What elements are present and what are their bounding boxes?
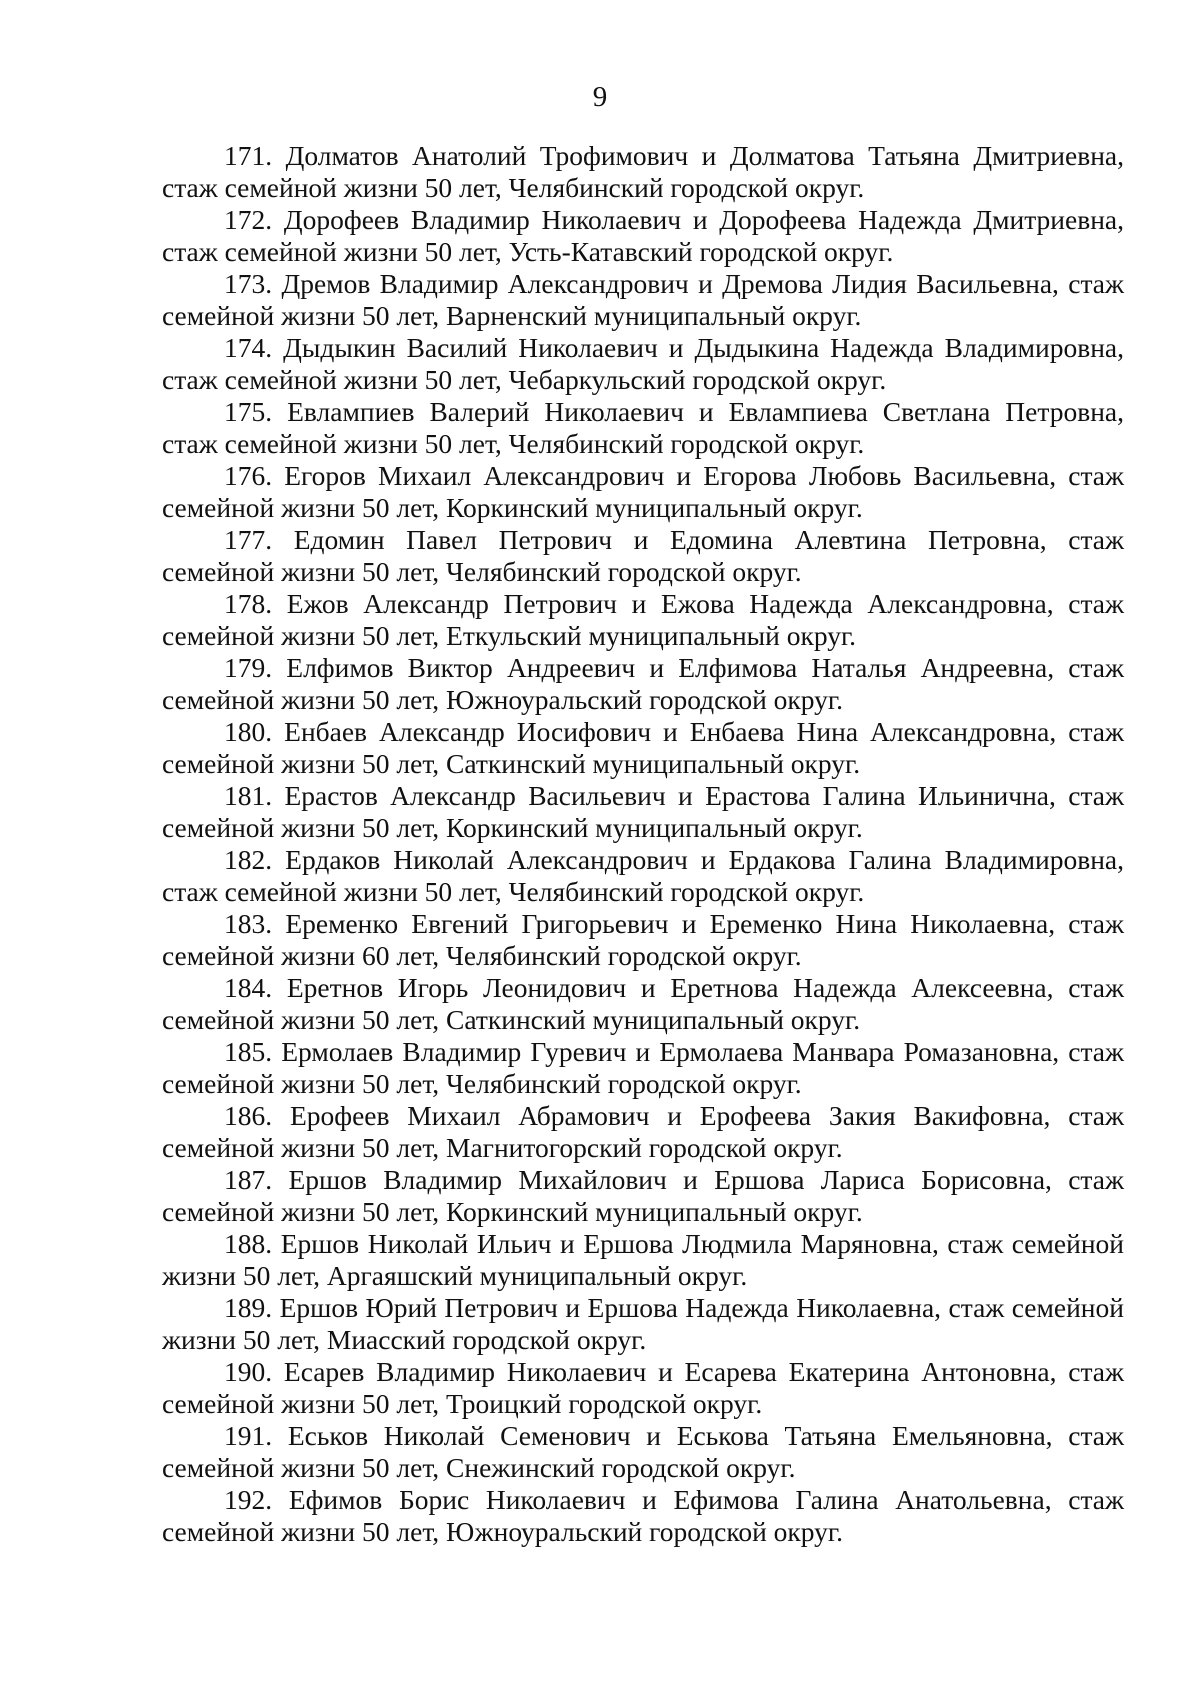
entry-text: Еськов Николай Семенович и Еськова Татьяна Емельяновна, стаж семейной жизни 50 лет, Снежинский городской округ. — [162, 1420, 1125, 1483]
list-item — [162, 204, 1124, 268]
entry-number: 182. — [224, 844, 273, 875]
entry-text: Ерастов Александр Васильевич и Ерастова Галина Ильинична, стаж семейной жизни 50 лет, Коркинский муниципальный округ. — [162, 780, 1124, 843]
entry-text: Ермолаев Владимир Гуревич и Ермолаева Манвара Ромазановна, стаж семейной жизни 50 лет, Челябинский городской округ. — [162, 1036, 1125, 1099]
list-item — [162, 1292, 1124, 1356]
entry-text: Ерофеев Михаил Абрамович и Ерофеева Закия Вакифовна, стаж семейной жизни 50 лет, Магнитогорский городской округ. — [162, 1100, 1125, 1163]
entry-text: Ершов Юрий Петрович и Ершова Надежда Николаевна, стаж семейной жизни 50 лет, Миасский городской округ. — [162, 1292, 1124, 1355]
list-item — [162, 1484, 1124, 1548]
list-item — [162, 588, 1124, 652]
list-item — [162, 844, 1124, 908]
list-item — [162, 716, 1124, 780]
list-item — [162, 908, 1124, 972]
list-item — [162, 460, 1124, 524]
list-item — [162, 268, 1124, 332]
entry-number: 181. — [224, 780, 273, 811]
entry-text: Еременко Евгений Григорьевич и Еременко Нина Николаевна, стаж семейной жизни 60 лет, Челябинский городской округ. — [162, 908, 1125, 971]
entry-text: Ежов Александр Петрович и Ежова Надежда Александровна, стаж семейной жизни 50 лет, Еткульский муниципальный округ. — [162, 588, 1125, 651]
list-item — [162, 780, 1124, 844]
entry-number: 190. — [224, 1356, 273, 1387]
entry-number: 180. — [224, 716, 273, 747]
entry-list — [162, 140, 1124, 1548]
entry-text: Енбаев Александр Иосифович и Енбаева Нина Александровна, стаж семейной жизни 50 лет, Саткинский муниципальный округ. — [162, 716, 1125, 779]
entry-number: 176. — [224, 460, 273, 491]
entry-text: Евлампиев Валерий Николаевич и Евлампиева Светлана Петровна, стаж семейной жизни 50 лет, Челябинский городской округ. — [162, 396, 1125, 459]
entry-text: Дорофеев Владимир Николаевич и Дорофеева Надежда Дмитриевна, стаж семейной жизни 50 лет, Усть-Катавский городской округ. — [162, 204, 1125, 267]
entry-number: 188. — [224, 1228, 273, 1259]
entry-number: 186. — [224, 1100, 273, 1131]
entry-text: Ершов Владимир Михайлович и Ершова Лариса Борисовна, стаж семейной жизни 50 лет, Коркинский муниципальный округ. — [162, 1164, 1124, 1227]
entry-text: Дыдыкин Василий Николаевич и Дыдыкина Надежда Владимировна, стаж семейной жизни 50 лет, Чебаркульский городской округ. — [162, 332, 1124, 395]
list-item — [162, 1100, 1124, 1164]
list-item — [162, 1356, 1124, 1420]
list-item — [162, 332, 1124, 396]
entry-text: Ершов Николай Ильич и Ершова Людмила Маряновна, стаж семейной жизни 50 лет, Аргаяшский муниципальный округ. — [162, 1228, 1125, 1291]
list-item — [162, 140, 1124, 204]
entry-number: 179. — [224, 652, 273, 683]
entry-text: Ердаков Николай Александрович и Ердакова Галина Владимировна, стаж семейной жизни 50 лет, Челябинский городской округ. — [162, 844, 1124, 907]
entry-number: 184. — [224, 972, 273, 1003]
list-item — [162, 524, 1124, 588]
entry-text: Едомин Павел Петрович и Едомина Алевтина Петровна, стаж семейной жизни 50 лет, Челябинский городской округ. — [162, 524, 1125, 587]
page-number: 9 — [592, 81, 608, 113]
list-item — [162, 1420, 1124, 1484]
list-item — [162, 652, 1124, 716]
entry-text: Еретнов Игорь Леонидович и Еретнова Надежда Алексеевна, стаж семейной жизни 50 лет, Саткинский муниципальный округ. — [162, 972, 1124, 1035]
entry-text: Есарев Владимир Николаевич и Есарева Екатерина Антоновна, стаж семейной жизни 50 лет, Троицкий городской округ. — [162, 1356, 1125, 1419]
entry-number: 174. — [224, 332, 273, 363]
list-item — [162, 1228, 1124, 1292]
entry-number: 175. — [224, 396, 273, 427]
entry-number: 185. — [224, 1036, 273, 1067]
list-item — [162, 1164, 1124, 1228]
entry-text: Елфимов Виктор Андреевич и Елфимова Наталья Андреевна, стаж семейной жизни 50 лет, Южноуральский городской округ. — [162, 652, 1124, 715]
entry-number: 177. — [224, 524, 273, 555]
entry-text: Дремов Владимир Александрович и Дремова Лидия Васильевна, стаж семейной жизни 50 лет, Варненский муниципальный округ. — [162, 268, 1125, 331]
entry-number: 172. — [224, 204, 273, 235]
entry-number: 183. — [224, 908, 273, 939]
entry-number: 173. — [224, 268, 273, 299]
entry-number: 187. — [224, 1164, 273, 1195]
list-item — [162, 1036, 1124, 1100]
entry-text: Долматов Анатолий Трофимович и Долматова Татьяна Дмитриевна, стаж семейной жизни 50 лет, Челябинский городской округ. — [162, 140, 1124, 203]
entry-number: 189. — [224, 1292, 273, 1323]
entry-number: 192. — [224, 1484, 273, 1515]
entry-number: 171. — [224, 140, 273, 171]
list-item — [162, 396, 1124, 460]
entry-number: 178. — [224, 588, 273, 619]
entry-text: Ефимов Борис Николаевич и Ефимова Галина Анатольевна, стаж семейной жизни 50 лет, Южноуральский городской округ. — [162, 1484, 1125, 1547]
entry-number: 191. — [224, 1420, 273, 1451]
entry-text: Егоров Михаил Александрович и Егорова Любовь Васильевна, стаж семейной жизни 50 лет, Коркинский муниципальный округ. — [162, 460, 1125, 523]
list-item — [162, 972, 1124, 1036]
